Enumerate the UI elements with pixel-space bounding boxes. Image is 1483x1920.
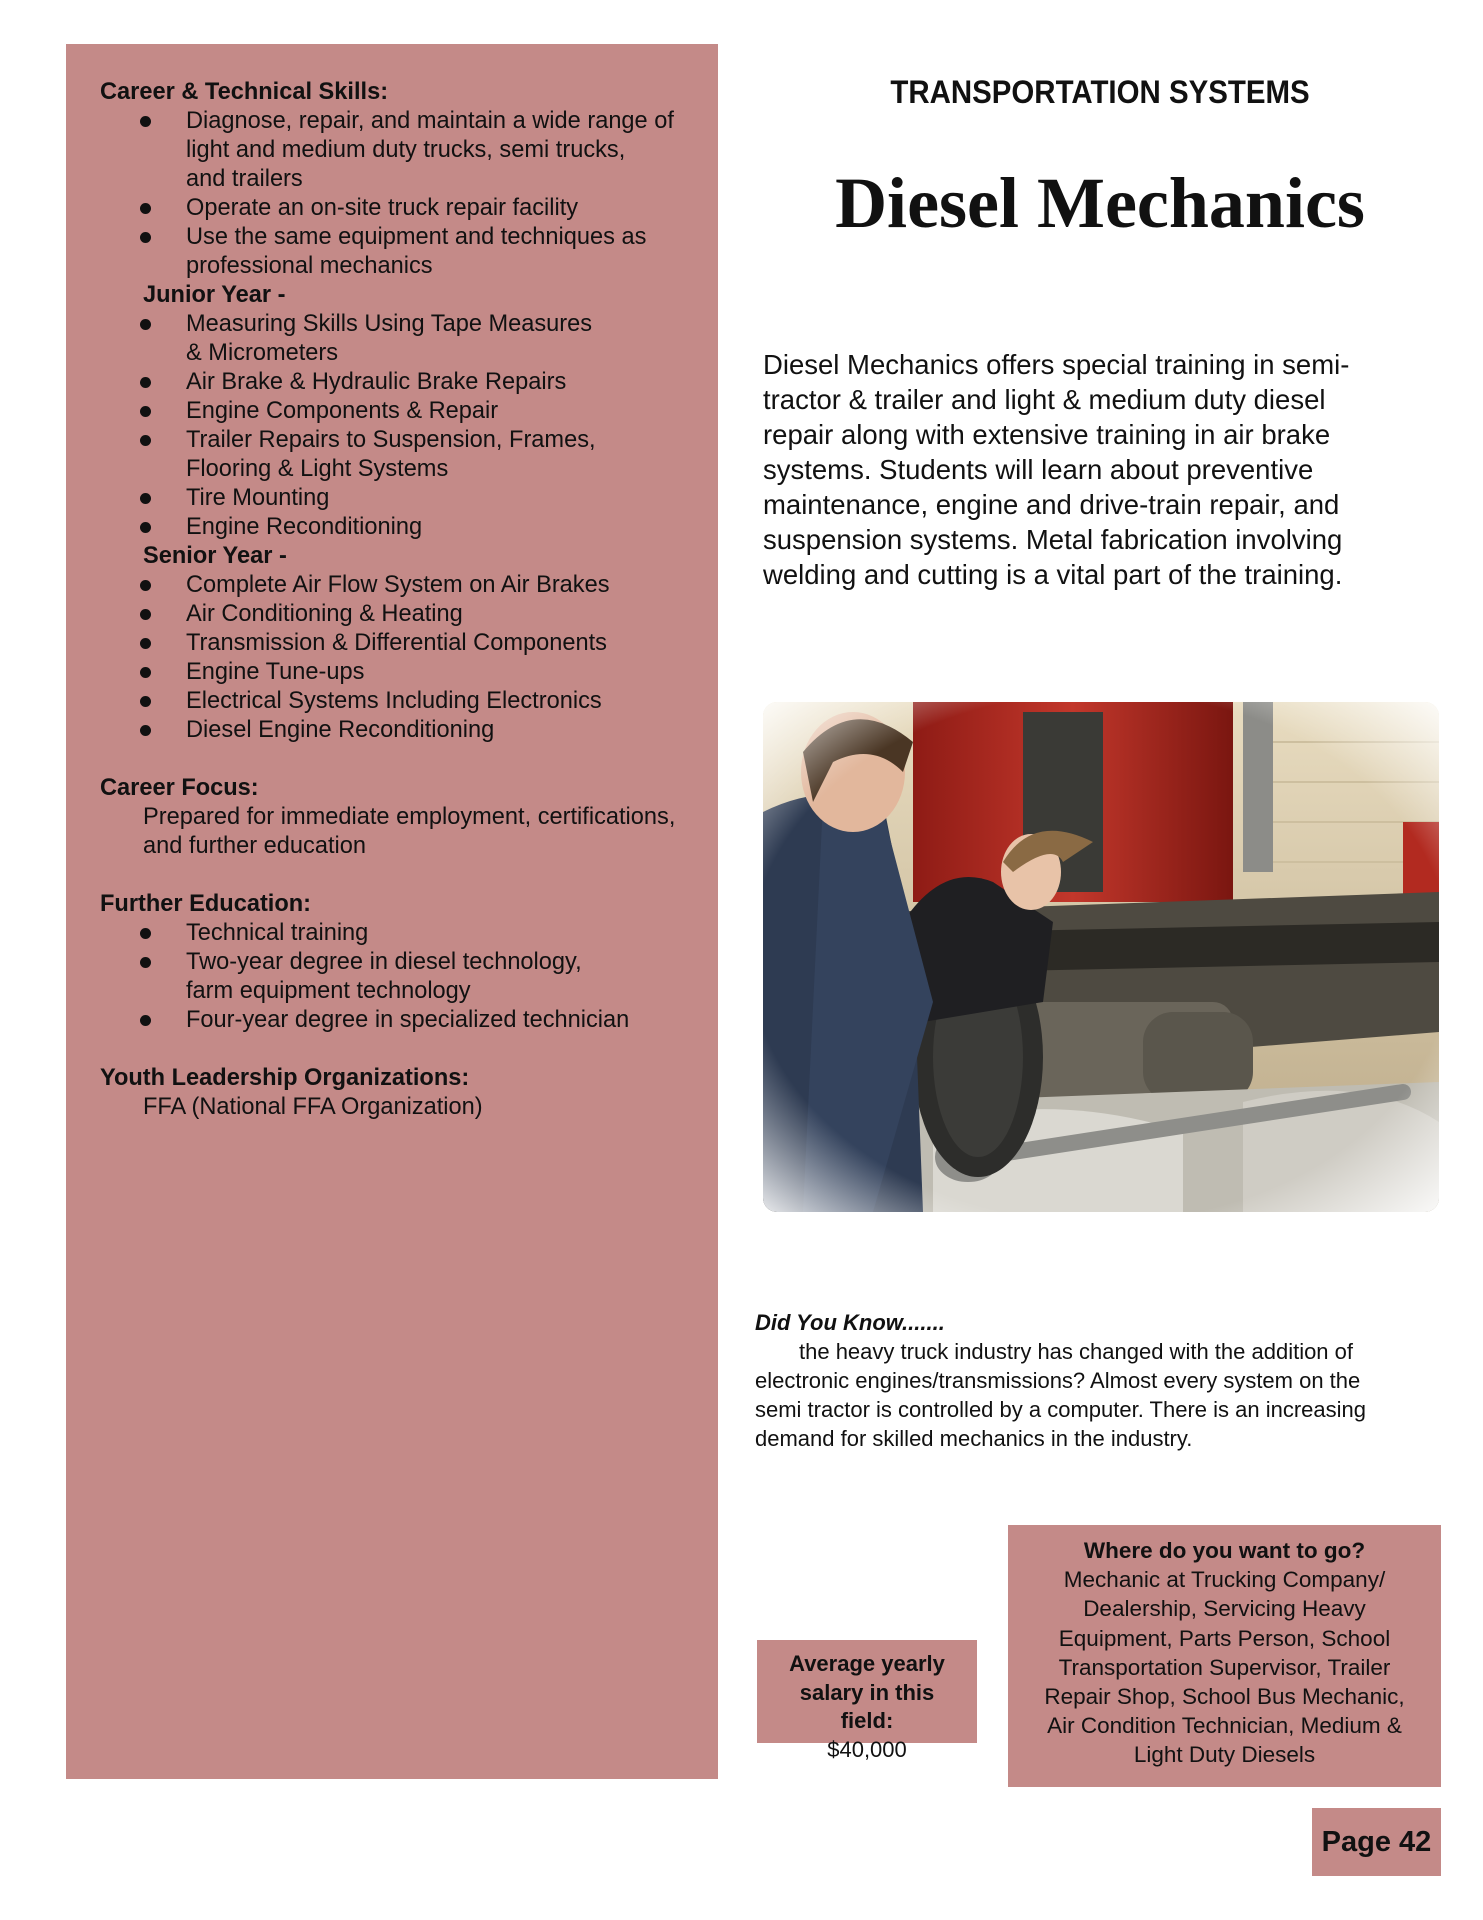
list-item: Engine Reconditioning bbox=[186, 513, 686, 542]
list-item: Engine Components & Repair bbox=[186, 397, 686, 426]
bullet-icon bbox=[140, 928, 151, 939]
youth-organizations-heading: Youth Leadership Organizations: bbox=[100, 1065, 470, 1091]
list-item: Four-year degree in specialized technician bbox=[186, 1006, 686, 1035]
bullet-icon bbox=[140, 609, 151, 620]
list-item: Electrical Systems Including Electronics bbox=[186, 687, 686, 716]
junior-year-list bbox=[100, 310, 686, 542]
list-item: Transmission & Differential Components bbox=[186, 629, 686, 658]
careers-heading: Where do you want to go? bbox=[1083, 1538, 1366, 1563]
bullet-icon bbox=[140, 406, 151, 417]
career-focus-heading: Career Focus: bbox=[100, 775, 259, 801]
bullet-icon bbox=[140, 203, 151, 214]
photo-illustration bbox=[763, 702, 1439, 1212]
list-item: Complete Air Flow System on Air Brakes bbox=[186, 571, 686, 600]
bullet-icon bbox=[140, 580, 151, 591]
workshop-photo bbox=[763, 702, 1439, 1212]
list-item: Operate an on-site truck repair facility bbox=[186, 194, 686, 223]
list-item: Trailer Repairs to Suspension, Frames, Flooring & Light Systems bbox=[186, 426, 686, 484]
bullet-icon bbox=[140, 1015, 151, 1026]
category-label: TRANSPORTATION SYSTEMS bbox=[890, 74, 1310, 110]
careers-list: Mechanic at Trucking Company/ Dealership, Servicing Heavy Equipment, Parts Person, School Transportation Supervisor, Trailer Repair Shop, School Bus Mechanic, Air Condition Technician, Medium & Light Duty Diesels bbox=[1044, 1567, 1405, 1768]
bullet-icon bbox=[140, 377, 151, 388]
did-you-know-heading: Did You Know....... bbox=[755, 1310, 945, 1335]
bullet-icon bbox=[140, 116, 151, 127]
bullet-icon bbox=[140, 493, 151, 504]
list-item: Two-year degree in diesel technology, farm equipment technology bbox=[186, 948, 686, 1006]
list-item: Technical training bbox=[186, 919, 686, 948]
list-item: Measuring Skills Using Tape Measures & Micrometers bbox=[186, 310, 686, 368]
salary-value: $40,000 bbox=[827, 1736, 907, 1762]
bullet-icon bbox=[140, 696, 151, 707]
sidebar-panel bbox=[66, 44, 718, 1779]
salary-box bbox=[757, 1640, 977, 1762]
intro-paragraph: Diesel Mechanics offers special training in semi- tractor & trailer and light & medium duty diesel repair along with extensive training in air brake systems. Students will learn about preventive maintenance, engine and drive-train repair, and suspension systems. Metal fabrication involving welding and cutting is a vital part of the training. bbox=[763, 349, 1350, 590]
bullet-icon bbox=[140, 638, 151, 649]
did-you-know-text: the heavy truck industry has changed with the addition of electronic engines/transmissions? Almost every system on the semi tractor is controlled by a computer. There is an increasing demand for skilled mechanics in the industry. bbox=[755, 1339, 1366, 1451]
bullet-icon bbox=[140, 319, 151, 330]
list-item: Tire Mounting bbox=[186, 484, 686, 513]
junior-year-heading: Junior Year - bbox=[143, 282, 286, 308]
senior-year-heading: Senior Year - bbox=[143, 543, 287, 569]
salary-label: Average yearly salary in this field: bbox=[789, 1651, 945, 1733]
bullet-icon bbox=[140, 435, 151, 446]
page-number: Page 42 bbox=[1312, 1808, 1441, 1876]
bullet-icon bbox=[140, 232, 151, 243]
youth-organizations-text: FFA (National FFA Organization) bbox=[143, 1094, 483, 1120]
list-item: Use the same equipment and techniques as professional mechanics bbox=[186, 223, 686, 281]
list-item: Diesel Engine Reconditioning bbox=[186, 716, 686, 745]
senior-year-list bbox=[100, 571, 686, 745]
list-item: Diagnose, repair, and maintain a wide range of light and medium duty trucks, semi trucks, and trailers bbox=[186, 107, 686, 194]
career-focus-text: Prepared for immediate employment, certifications, and further education bbox=[143, 804, 676, 859]
list-item: Air Conditioning & Heating bbox=[186, 600, 686, 629]
page-title: Diesel Mechanics bbox=[835, 163, 1365, 243]
bullet-icon bbox=[140, 957, 151, 968]
bullet-icon bbox=[140, 725, 151, 736]
skills-heading: Career & Technical Skills: bbox=[100, 79, 389, 105]
further-education-list bbox=[100, 919, 686, 1035]
did-you-know-box bbox=[755, 1308, 1445, 1453]
careers-box bbox=[1008, 1525, 1441, 1787]
skills-list bbox=[100, 107, 686, 281]
bullet-icon bbox=[140, 522, 151, 533]
list-item: Air Brake & Hydraulic Brake Repairs bbox=[186, 368, 686, 397]
further-education-heading: Further Education: bbox=[100, 891, 312, 917]
list-item: Engine Tune-ups bbox=[186, 658, 686, 687]
bullet-icon bbox=[140, 667, 151, 678]
